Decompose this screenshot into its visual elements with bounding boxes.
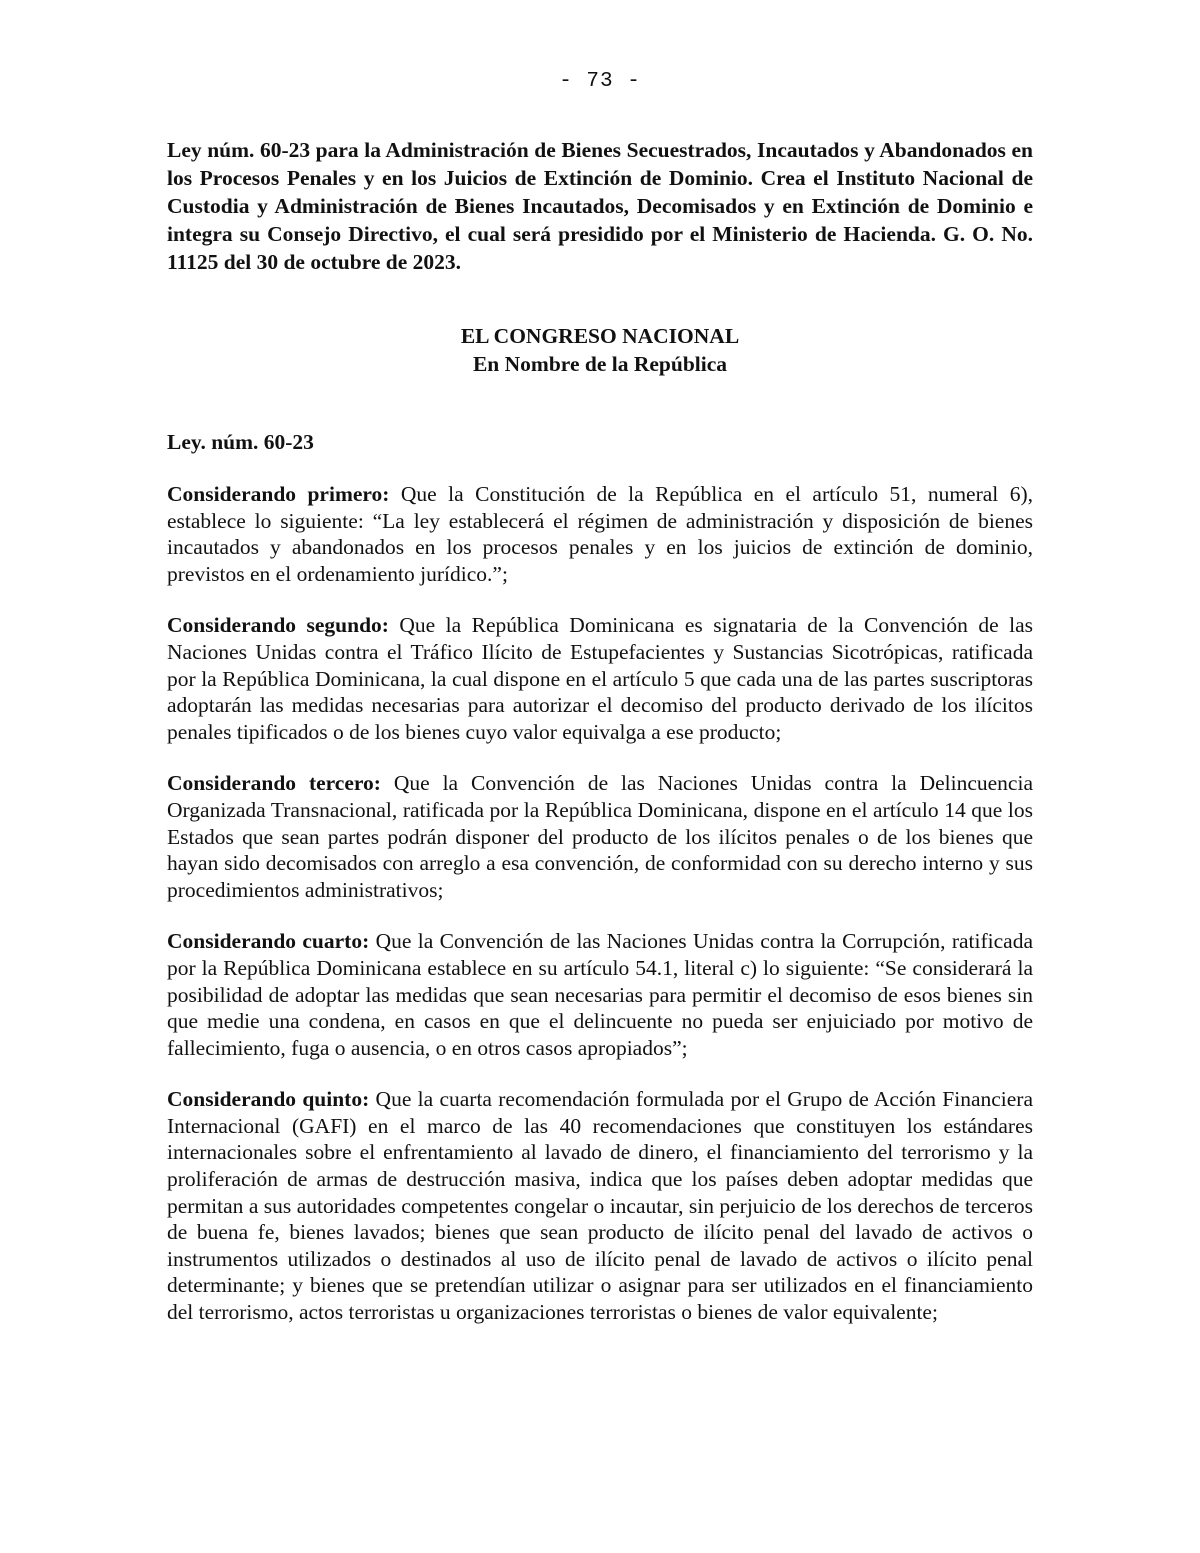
- clause-label: Considerando cuarto:: [167, 929, 370, 954]
- law-summary: Ley núm. 60-23 para la Administración de Bienes Secuestrados, Incautados y Abandonados en los Procesos Penales y en los Juicios de Extinción de Dominio. Crea el Instituto Nacional de Custodia y Administración de Bienes Incautados, Decomisados y en Extinción de Dominio e integra su Consejo Directivo, el cual será presidido por el Ministerio de Hacienda. G. O. No. 11125 del 30 de octubre de 2023.: [167, 138, 1033, 274]
- clause-label: Considerando quinto:: [167, 1087, 370, 1112]
- clause-text: Que la Convención de las Naciones Unidas contra la Delincuencia Organizada Transnacional, ratificada por la República Dominicana, dispone en el artículo 14 que los Estados que sean partes podrán disponer del producto de los ilícitos penales o de los bienes que hayan sido decomisados con arreglo a esa convención, de conformidad con su derecho interno y sus procedimientos administrativos;: [167, 771, 1033, 902]
- heading-republic: En Nombre de la República: [472, 352, 728, 376]
- clause-text: Que la Constitución de la República en el artículo 51, numeral 6), establece lo siguiente: “La ley establecerá el régimen de administración y disposición de bienes incautados y abandonados en los procesos penales y en los juicios de extinción de dominio, previstos en el ordenamiento jurídico.”;: [167, 482, 1033, 586]
- clause-cuarto: [167, 928, 1033, 1061]
- document-page: [167, 70, 1033, 1326]
- clause-label: Considerando primero:: [167, 482, 390, 506]
- page-number: - 73 -: [559, 70, 641, 93]
- clause-segundo: [167, 612, 1033, 745]
- heading-congress: EL CONGRESO NACIONAL: [460, 324, 740, 348]
- clause-label: Considerando segundo:: [167, 613, 389, 638]
- clause-quinto: [167, 1086, 1033, 1325]
- clause-label: Considerando tercero:: [167, 771, 381, 796]
- clause-tercero: [167, 770, 1033, 903]
- enacting-heading: [167, 322, 1033, 378]
- clause-text: Que la República Dominicana es signataria de la Convención de las Naciones Unidas contra el Tráfico Ilícito de Estupefacientes y Sustancias Sicotrópicas, ratificada por la República Dominicana, la cual dispone en el artículo 5 que cada una de las partes suscriptoras adoptarán las medidas necesarias para autorizar el decomiso del producto derivado de los ilícitos penales tipificados o de los bienes cuyo valor equivalga a ese producto;: [167, 613, 1033, 744]
- clause-text: Que la cuarta recomendación formulada por el Grupo de Acción Financiera Internacional (GAFI) en el marco de las 40 recomendaciones que constituyen los estándares internacionales sobre el enfrentamiento al lavado de dinero, el financiamiento del terrorismo y la proliferación de armas de destrucción masiva, indica que los países deben adoptar medidas que permitan a sus autoridades competentes congelar o incautar, sin perjuicio de los derechos de terceros de buena fe, bienes lavados; bienes que sean producto de ilícito penal del lavado de activos o instrumentos utilizados o destinados al uso de ilícito penal de lavado de activos o ilícito penal determinante; y bienes que se pretendían utilizar o asignar para ser utilizados en el financiamiento del terrorismo, actos terroristas u organizaciones terroristas o bienes de valor equivalente;: [167, 1087, 1034, 1325]
- law-number: Ley. núm. 60-23: [167, 430, 314, 454]
- clause-primero: [167, 481, 1033, 587]
- clause-text: Que la Convención de las Naciones Unidas contra la Corrupción, ratificada por la República Dominicana establece en su artículo 54.1, literal c) lo siguiente: “Se considerará la posibilidad de adoptar las medidas que sean necesarias para permitir el decomiso de esos bienes sin que medie una condena, en casos en que el delincuente no pueda ser enjuiciado por motivo de fallecimiento, fuga o ausencia, o en otros casos apropiados”;: [167, 929, 1033, 1060]
